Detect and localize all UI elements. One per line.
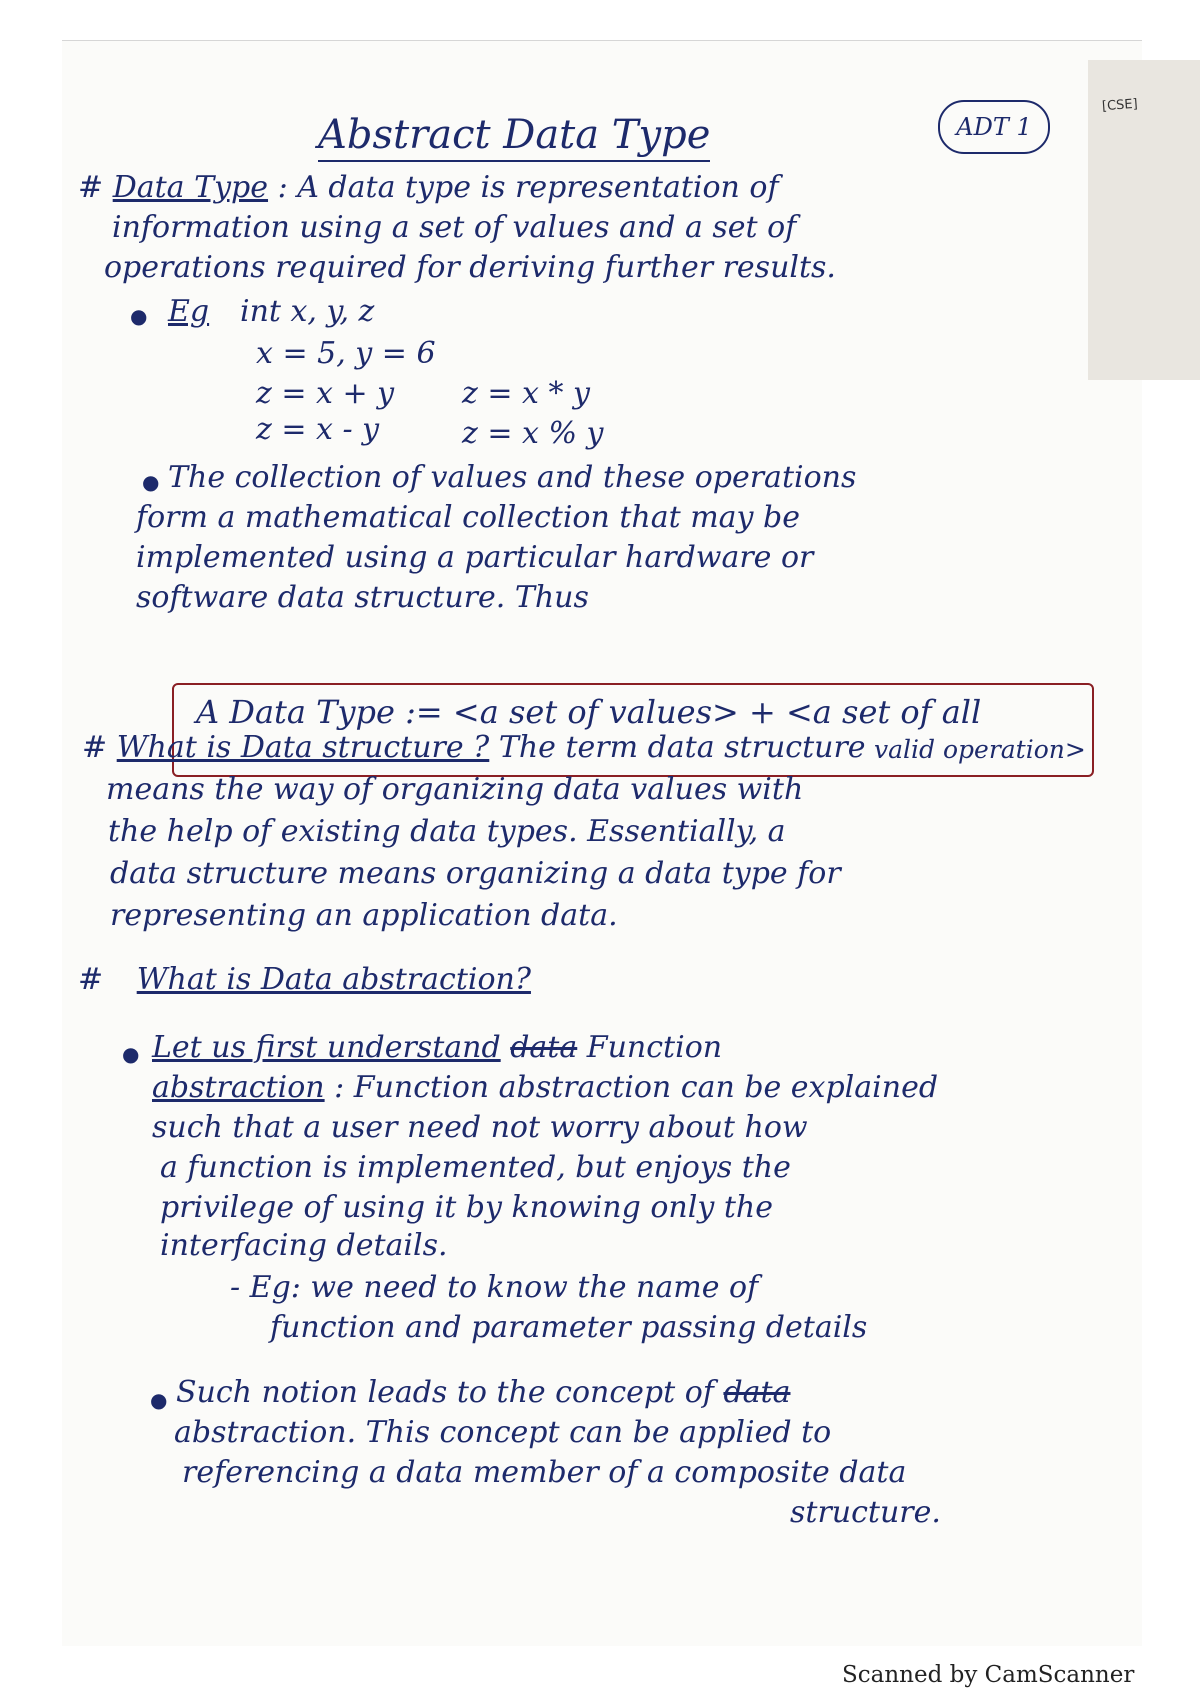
- data-type-heading: Data Type: [112, 170, 269, 205]
- function-abstraction-line-1: [152, 1030, 722, 1065]
- collection-line-2: form a mathematical collection that may be: [136, 500, 800, 535]
- data-structure-line-4: data structure means organizing a data type for: [110, 856, 841, 891]
- bleed-through-text: [CSE]: [1101, 96, 1139, 115]
- struck-word: data: [723, 1375, 791, 1410]
- data-structure-def-start: The term data structure: [498, 730, 866, 765]
- struck-word: data: [510, 1030, 578, 1065]
- function-example-line-2: function and parameter passing details: [270, 1310, 868, 1345]
- function-abstraction-line-2: [152, 1070, 938, 1105]
- notion-line-4: structure.: [790, 1495, 941, 1530]
- notion-start: Such notion leads to the concept of: [176, 1375, 714, 1410]
- bullet-icon: ●: [130, 304, 148, 328]
- function-abstraction-line-4: a function is implemented, but enjoys the: [160, 1150, 791, 1185]
- bullet-icon: ●: [142, 470, 160, 494]
- example-decl: int x, y, z: [240, 294, 375, 329]
- function-word: Function: [586, 1030, 723, 1065]
- data-type-def-line-2: information using a set of values and a set of: [112, 210, 797, 245]
- scanner-watermark: Scanned by CamScanner: [842, 1662, 1135, 1688]
- data-type-def-line-3: operations required for deriving further results.: [104, 250, 836, 285]
- data-type-heading-line: [78, 170, 779, 205]
- function-abstraction-intro: Let us first understand: [152, 1030, 501, 1065]
- notion-line-2: abstraction. This concept can be applied to: [174, 1415, 832, 1450]
- abstraction-word: abstraction: [152, 1070, 325, 1105]
- example-label: Eg: [168, 294, 210, 329]
- page-title: Abstract Data Type: [318, 112, 710, 162]
- definition-formula-cont: valid operation>: [874, 735, 1086, 764]
- example-mul: z = x * y: [462, 376, 590, 411]
- example-mod: z = x % y: [462, 416, 604, 451]
- data-structure-line-3: the help of existing data types. Essentially, a: [108, 814, 786, 849]
- data-type-def-start: A data type is representation of: [297, 170, 779, 205]
- function-abstraction-line-3: such that a user need not worry about how: [152, 1110, 808, 1145]
- background-strip: [1088, 60, 1200, 380]
- function-abstraction-line-5: privilege of using it by knowing only the: [160, 1190, 773, 1225]
- function-abstraction-line-6: interfacing details.: [160, 1228, 448, 1263]
- hash-mark: #: [78, 170, 104, 205]
- page-badge: ADT 1: [938, 100, 1050, 154]
- function-example-line-1: - Eg: we need to know the name of: [230, 1270, 759, 1305]
- bullet-icon: ●: [122, 1042, 140, 1066]
- data-abstraction-heading: What is Data abstraction?: [136, 962, 531, 997]
- hash-mark: #: [78, 962, 104, 997]
- function-abstraction-def: : Function abstraction can be explained: [334, 1070, 939, 1105]
- notion-line-1: [176, 1375, 790, 1410]
- data-structure-heading-line: [82, 730, 866, 765]
- colon: :: [277, 170, 288, 205]
- data-structure-line-2: means the way of organizing data values with: [106, 772, 804, 807]
- example-add: z = x + y: [256, 376, 395, 411]
- data-abstraction-heading-line: [78, 962, 531, 997]
- hash-mark: #: [82, 730, 108, 765]
- notion-line-3: referencing a data member of a composite data: [182, 1455, 907, 1490]
- example-sub: z = x - y: [256, 412, 380, 447]
- example-assign: x = 5, y = 6: [256, 336, 436, 371]
- data-structure-line-5: representing an application data.: [110, 898, 618, 933]
- collection-line-4: software data structure. Thus: [136, 580, 589, 615]
- collection-line-1: The collection of values and these operations: [168, 460, 857, 495]
- data-structure-heading: What is Data structure ?: [116, 730, 490, 765]
- definition-formula: A Data Type := <a set of values> + <a set of all: [196, 693, 982, 731]
- collection-line-3: implemented using a particular hardware or: [136, 540, 814, 575]
- bullet-icon: ●: [150, 1388, 168, 1412]
